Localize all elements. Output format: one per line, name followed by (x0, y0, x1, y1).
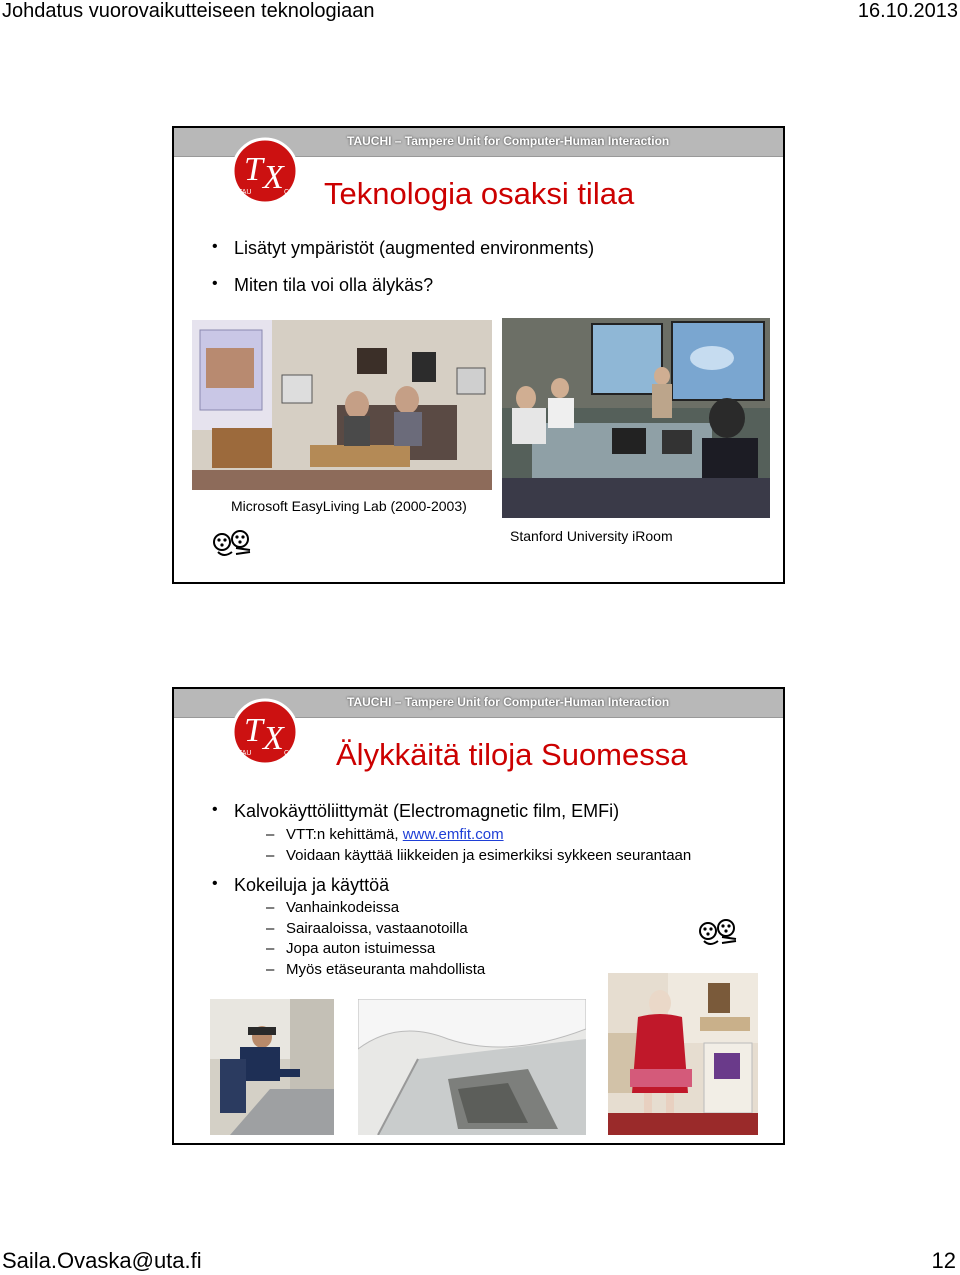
sub-vanhainkodeissa: – Vanhainkodeissa (286, 899, 399, 916)
sub-vtt (286, 826, 504, 843)
slide-alykkaita-tiloja (172, 687, 785, 1145)
date: 16.10.2013 (857, 0, 958, 22)
bullet-augmented: • Lisätyt ympäristöt (augmented environments) (234, 238, 594, 259)
tauchi-logo-icon (230, 697, 300, 767)
svg-text:TAU: TAU (238, 750, 252, 757)
floor-installation-photo (210, 999, 334, 1135)
slide-title: Älykkäitä tiloja Suomessa (336, 737, 688, 772)
tauchi-logo-icon (230, 136, 300, 206)
mattress-sensor-photo (358, 999, 586, 1135)
bullet-kokeiluja: • Kokeiluja ja käyttöä (234, 875, 389, 896)
sub-sairaaloissa: – Sairaaloissa, vastaanotoilla (286, 920, 468, 937)
svg-text:CHI: CHI (284, 189, 297, 196)
bullet-emfi: • Kalvokäyttöliittymät (Electromagnetic film, EMFi) (234, 801, 619, 822)
author-email[interactable]: Saila.Ovaska@uta.fi (2, 1248, 202, 1273)
svg-text:X: X (263, 720, 284, 757)
caption-iroom: Stanford University iRoom (510, 528, 673, 544)
slide-teknologia (172, 126, 785, 584)
page-number: 12 (931, 1248, 956, 1273)
easyliving-photo (192, 320, 492, 490)
people-icon (696, 919, 742, 949)
svg-text:TAU: TAU (238, 189, 252, 196)
svg-text:T: T (244, 712, 263, 749)
svg-text:X: X (263, 159, 284, 196)
caption-easyliving: Microsoft EasyLiving Lab (2000-2003) (231, 498, 467, 514)
people-icon (210, 530, 256, 560)
sub-tracking: – Voidaan käyttää liikkeiden ja esimerkiksi sykkeen seurantaan (286, 847, 691, 864)
svg-text:T: T (244, 151, 263, 188)
band-text: TAUCHI – Tampere Unit for Computer-Human Interaction (347, 134, 670, 148)
elderly-woman-photo (608, 973, 758, 1135)
sub-etaseuranta: – Myös etäseuranta mahdollista (286, 961, 485, 978)
svg-text:CHI: CHI (284, 750, 297, 757)
sub-vtt-text: VTT:n kehittämä, (286, 826, 403, 843)
course-title: Johdatus vuorovaikutteiseen teknologiaan (2, 0, 375, 22)
slide-title: Teknologia osaksi tilaa (324, 176, 635, 211)
iroom-photo (502, 318, 770, 518)
band-text: TAUCHI – Tampere Unit for Computer-Human Interaction (347, 695, 670, 709)
bullet-intelligent-space: • Miten tila voi olla älykäs? (234, 275, 433, 296)
sub-auton-istuimessa: – Jopa auton istuimessa (286, 940, 435, 957)
emfit-link[interactable]: www.emfit.com (402, 826, 504, 843)
